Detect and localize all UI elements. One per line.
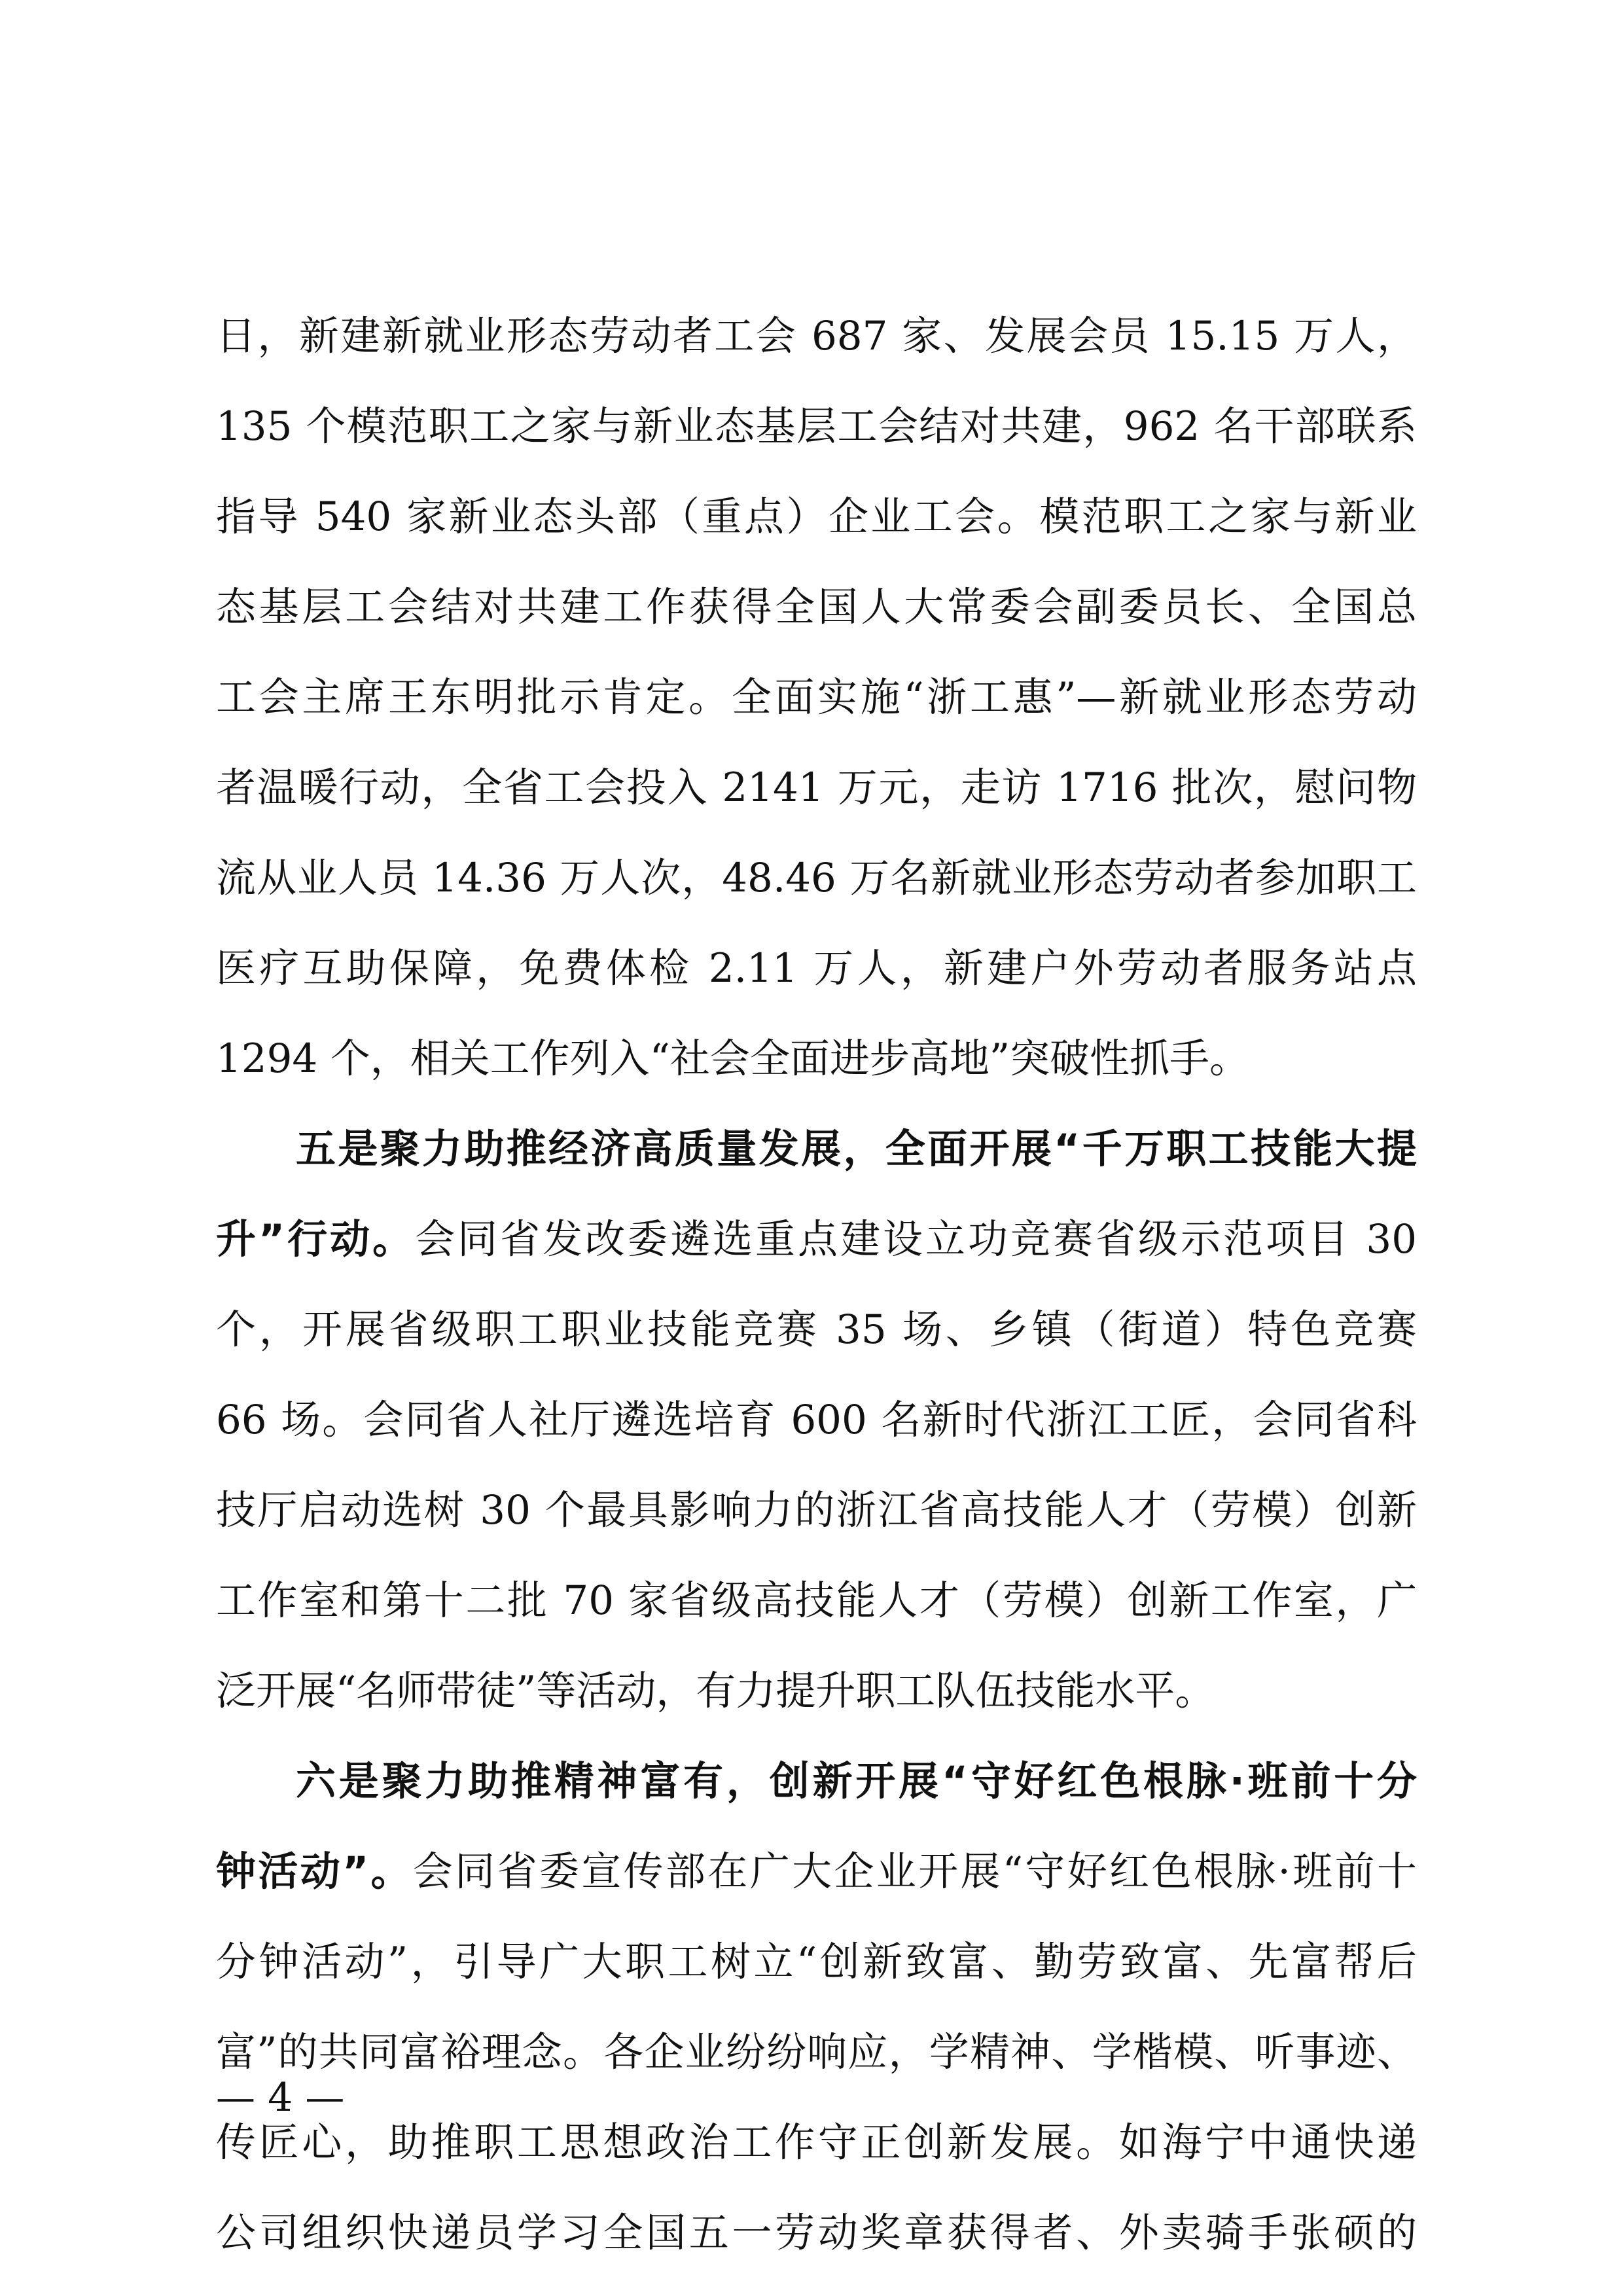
text-line	[216, 833, 1417, 924]
text-line	[216, 291, 1417, 382]
body-text	[216, 291, 1417, 2278]
text-line	[216, 382, 1417, 472]
line-text: 者温暖行动，全省工会投入 2141 万元，走访 1716 批次，慰问物	[216, 764, 1417, 811]
line-text: 日，新建新就业形态劳动者工会 687 家、发展会员 15.15 万人，	[216, 313, 1417, 359]
line-text: 会同省委宣传部在广大企业开展“守好红色根脉·班前十	[412, 1848, 1417, 1895]
text-line-heading	[216, 1736, 1417, 1827]
line-text: 分钟活动”，引导广大职工树立“创新致富、勤劳致富、先富帮后	[216, 1939, 1417, 1985]
text-line	[216, 924, 1417, 1014]
text-line	[216, 1375, 1417, 1465]
paragraph-heading: 六是聚力助推精神富有，创新开展“守好红色根脉·班前十分	[296, 1758, 1417, 1804]
line-text: 66 场。会同省人社厅遴选培育 600 名新时代浙江工匠，会同省科	[216, 1397, 1417, 1443]
line-text: 135 个模范职工之家与新业态基层工会结对共建，962 名干部联系	[216, 403, 1417, 450]
text-line	[216, 2007, 1417, 2098]
line-text: 1294 个，相关工作列入“社会全面进步高地”突破性抓手。	[216, 1035, 1250, 1082]
paragraph-heading-end: 钟活动”。	[216, 1848, 413, 1895]
text-line	[216, 1556, 1417, 1646]
line-text: 会同省发改委遴选重点建设立功竞赛省级示范项目 30	[415, 1216, 1417, 1263]
line-text: 态基层工会结对共建工作获得全国人大常委会副委员长、全国总	[216, 584, 1417, 630]
text-line	[216, 1285, 1417, 1375]
text-line	[216, 1917, 1417, 2007]
text-line	[216, 562, 1417, 653]
text-line	[216, 2098, 1417, 2188]
text-line	[216, 743, 1417, 833]
paragraph-heading-end: 升”行动。	[216, 1216, 416, 1263]
text-line	[216, 1465, 1417, 1556]
text-line-last	[216, 1646, 1417, 1736]
paragraph-heading: 五是聚力助推经济高质量发展，全面开展“千万职工技能大提	[296, 1126, 1417, 1172]
text-line	[216, 2188, 1417, 2278]
text-line-last	[216, 1014, 1417, 1104]
text-line	[216, 472, 1417, 562]
text-line	[216, 1194, 1417, 1285]
page-number: — 4 —	[216, 2075, 345, 2121]
line-text: 传匠心，助推职工思想政治工作守正创新发展。如海宁中通快递	[216, 2119, 1417, 2166]
line-text: 医疗互助保障，免费体检 2.11 万人，新建户外劳动者服务站点	[216, 945, 1417, 992]
line-text: 泛开展“名师带徒”等活动，有力提升职工队伍技能水平。	[216, 1668, 1215, 1714]
line-text: 公司组织快递员学习全国五一劳动奖章获得者、外卖骑手张硕的	[216, 2210, 1417, 2256]
text-line	[216, 653, 1417, 743]
line-text: 指导 540 家新业态头部（重点）企业工会。模范职工之家与新业	[216, 493, 1417, 540]
text-line-heading	[216, 1104, 1417, 1194]
line-text: 富”的共同富裕理念。各企业纷纷响应，学精神、学楷模、听事迹、	[216, 2029, 1417, 2075]
line-text: 流从业人员 14.36 万人次，48.46 万名新就业形态劳动者参加职工	[216, 855, 1417, 901]
line-text: 个，开展省级职工职业技能竞赛 35 场、乡镇（街道）特色竞赛	[216, 1306, 1417, 1353]
line-text: 工会主席王东明批示肯定。全面实施“浙工惠”—新就业形态劳动	[216, 674, 1417, 721]
line-text: 工作室和第十二批 70 家省级高技能人才（劳模）创新工作室，广	[216, 1577, 1417, 1624]
text-line	[216, 1827, 1417, 1917]
line-text: 技厅启动选树 30 个最具影响力的浙江省高技能人才（劳模）创新	[216, 1487, 1417, 1534]
